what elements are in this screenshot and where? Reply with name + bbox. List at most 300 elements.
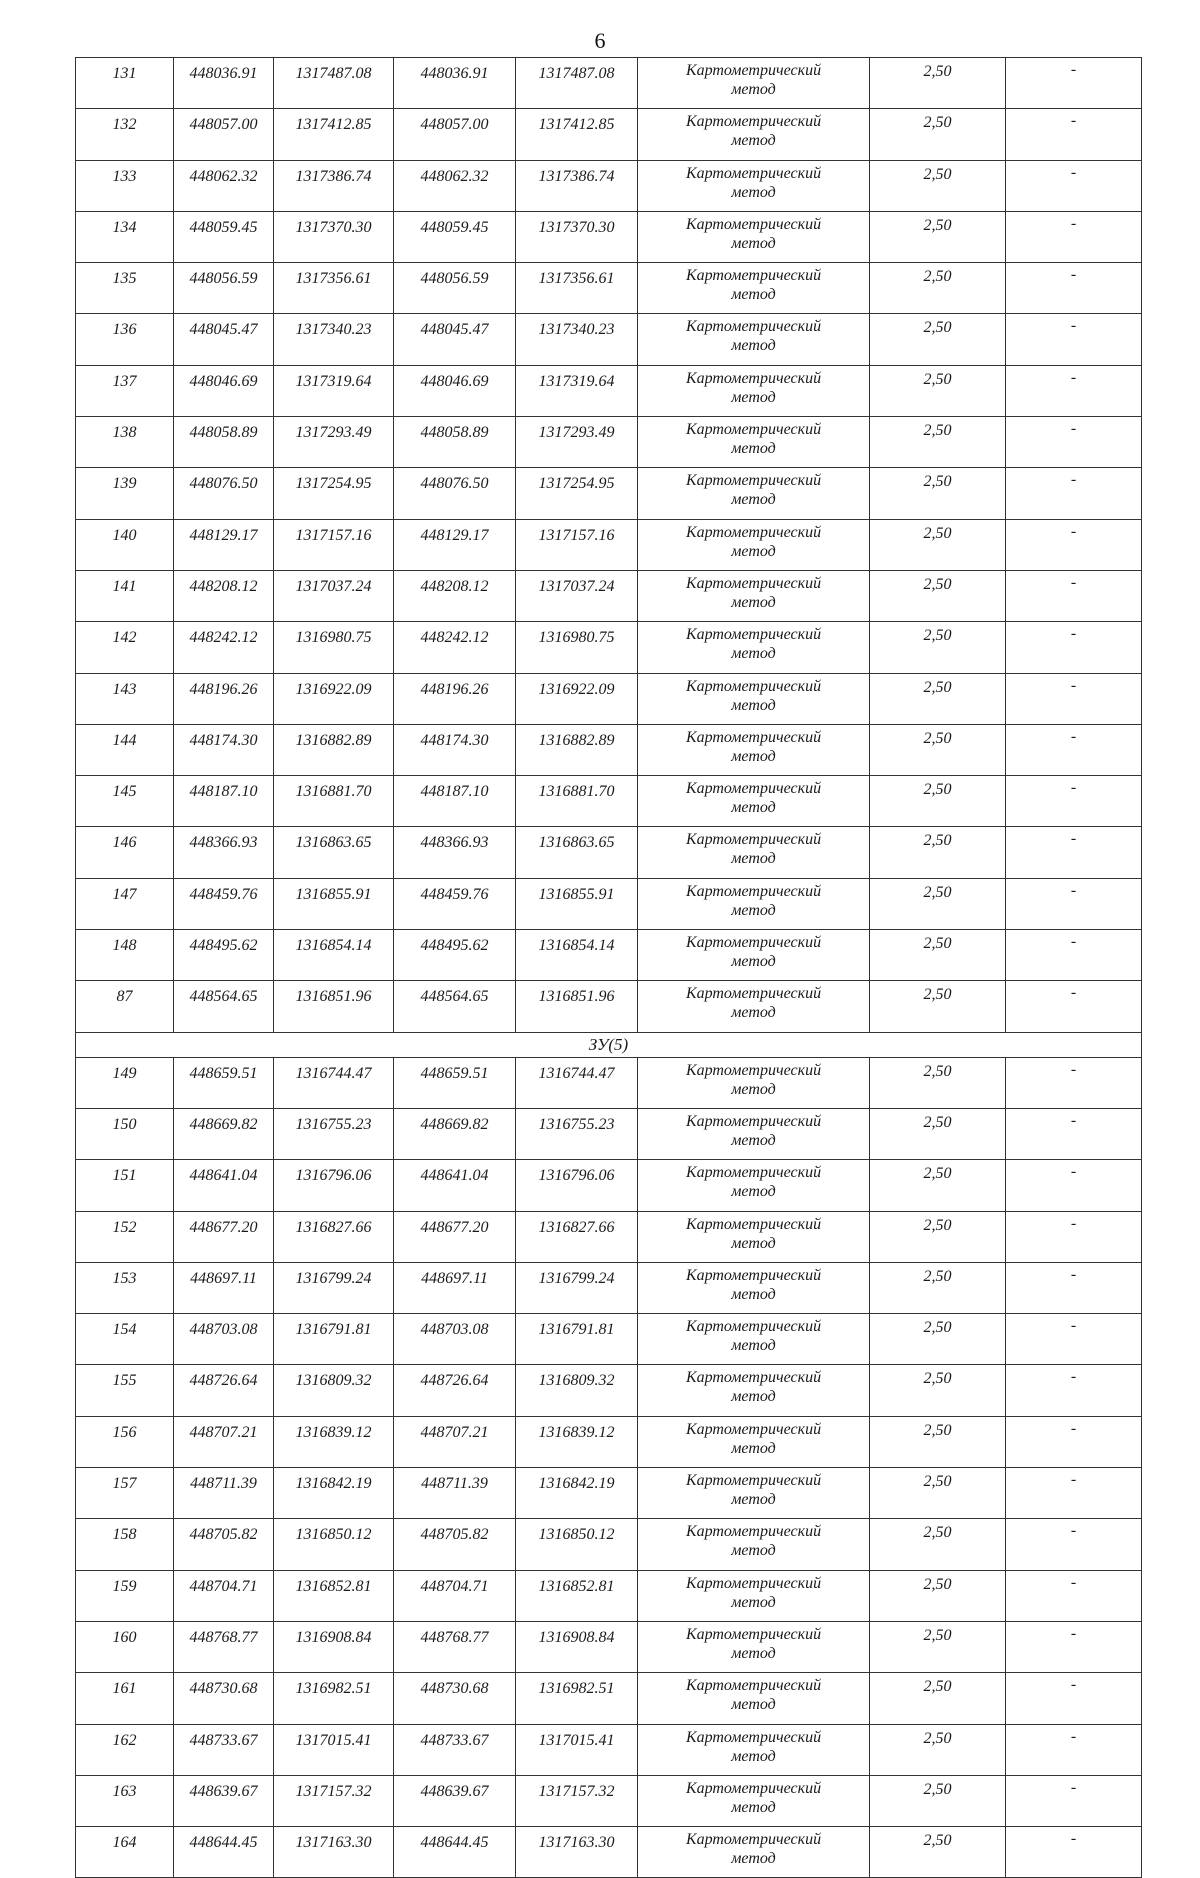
- point-number: 143: [76, 673, 174, 724]
- coord-x-existing: 448644.45: [174, 1827, 274, 1878]
- point-number: 161: [76, 1673, 174, 1724]
- table-row: [76, 1621, 1142, 1672]
- method-cell: [638, 58, 870, 109]
- coord-x-new: 448733.67: [394, 1724, 516, 1775]
- coord-x-existing: 448187.10: [174, 776, 274, 827]
- coord-y-new: 1316796.06: [516, 1160, 638, 1211]
- coord-y-new: 1316908.84: [516, 1621, 638, 1672]
- precision-value: 2,50: [870, 1211, 1006, 1262]
- coord-y-new: 1317037.24: [516, 570, 638, 621]
- coord-x-new: 448187.10: [394, 776, 516, 827]
- coord-x-new: 448768.77: [394, 1621, 516, 1672]
- method-line-2: метод: [731, 1080, 776, 1098]
- method-line-2: метод: [731, 1747, 776, 1765]
- point-number: 133: [76, 160, 174, 211]
- coord-y-new: 1316755.23: [516, 1108, 638, 1159]
- note-value: -: [1006, 1108, 1142, 1159]
- point-number: 132: [76, 109, 174, 160]
- method-line-1: Картометрический: [685, 1420, 822, 1438]
- coord-y-new: 1317254.95: [516, 468, 638, 519]
- coord-y-new: 1317157.16: [516, 519, 638, 570]
- note-value: -: [1006, 1365, 1142, 1416]
- coord-x-existing: 448174.30: [174, 724, 274, 775]
- coord-y-new: 1316839.12: [516, 1416, 638, 1467]
- method-line-2: метод: [731, 1234, 776, 1252]
- method-cell: [638, 1160, 870, 1211]
- point-number: 144: [76, 724, 174, 775]
- method-line-1: Картометрический: [685, 1266, 822, 1284]
- coord-x-existing: 448129.17: [174, 519, 274, 570]
- method-line-2: метод: [731, 1644, 776, 1662]
- point-number: 157: [76, 1468, 174, 1519]
- coord-y-existing: 1316842.19: [274, 1468, 394, 1519]
- coord-x-new: 448644.45: [394, 1827, 516, 1878]
- point-number: 164: [76, 1827, 174, 1878]
- table-row: [76, 314, 1142, 365]
- method-cell: [638, 1468, 870, 1519]
- coord-y-existing: 1317157.16: [274, 519, 394, 570]
- point-number: 146: [76, 827, 174, 878]
- table-row: [76, 1468, 1142, 1519]
- method-cell: [638, 1519, 870, 1570]
- coord-y-existing: 1317412.85: [274, 109, 394, 160]
- method-cell: [638, 1365, 870, 1416]
- method-line-1: Картометрический: [685, 1061, 822, 1079]
- table-row: [76, 827, 1142, 878]
- method-line-1: Картометрический: [685, 164, 822, 182]
- method-cell: [638, 878, 870, 929]
- method-line-1: Картометрический: [685, 472, 822, 490]
- coord-y-existing: 1317340.23: [274, 314, 394, 365]
- table-row: [76, 1262, 1142, 1313]
- method-line-2: метод: [731, 337, 776, 355]
- method-line-1: Картометрический: [685, 1574, 822, 1592]
- precision-value: 2,50: [870, 1314, 1006, 1365]
- coord-y-new: 1316863.65: [516, 827, 638, 878]
- table-row: [76, 417, 1142, 468]
- method-line-2: метод: [731, 1285, 776, 1303]
- coord-y-existing: 1317037.24: [274, 570, 394, 621]
- coord-x-new: 448703.08: [394, 1314, 516, 1365]
- method-line-1: Картометрический: [685, 215, 822, 233]
- coord-x-new: 448669.82: [394, 1108, 516, 1159]
- coord-y-existing: 1316809.32: [274, 1365, 394, 1416]
- table-row: [76, 724, 1142, 775]
- coord-x-existing: 448036.91: [174, 58, 274, 109]
- note-value: -: [1006, 1621, 1142, 1672]
- coord-y-existing: 1317356.61: [274, 263, 394, 314]
- coord-y-existing: 1316791.81: [274, 1314, 394, 1365]
- table-row: [76, 211, 1142, 262]
- method-line-1: Картометрический: [685, 1472, 822, 1490]
- note-value: -: [1006, 109, 1142, 160]
- table-row: [76, 1827, 1142, 1878]
- precision-value: 2,50: [870, 878, 1006, 929]
- note-value: -: [1006, 314, 1142, 365]
- method-line-1: Картометрический: [685, 369, 822, 387]
- coord-y-new: 1317340.23: [516, 314, 638, 365]
- method-line-1: Картометрический: [685, 882, 822, 900]
- coord-x-existing: 448669.82: [174, 1108, 274, 1159]
- coord-y-existing: 1316755.23: [274, 1108, 394, 1159]
- note-value: -: [1006, 570, 1142, 621]
- method-cell: [638, 160, 870, 211]
- table-row: [76, 1160, 1142, 1211]
- point-number: 159: [76, 1570, 174, 1621]
- method-cell: [638, 109, 870, 160]
- precision-value: 2,50: [870, 1108, 1006, 1159]
- coord-y-existing: 1316922.09: [274, 673, 394, 724]
- point-number: 135: [76, 263, 174, 314]
- coord-x-existing: 448659.51: [174, 1057, 274, 1108]
- method-line-2: метод: [731, 593, 776, 611]
- coord-y-new: 1317386.74: [516, 160, 638, 211]
- coord-y-new: 1317015.41: [516, 1724, 638, 1775]
- method-line-2: метод: [731, 1131, 776, 1149]
- coord-x-new: 448046.69: [394, 365, 516, 416]
- table-row: [76, 981, 1142, 1032]
- precision-value: 2,50: [870, 570, 1006, 621]
- point-number: 154: [76, 1314, 174, 1365]
- method-line-2: метод: [731, 1542, 776, 1560]
- note-value: -: [1006, 1416, 1142, 1467]
- point-number: 145: [76, 776, 174, 827]
- table-body: [76, 58, 1142, 1878]
- coord-y-new: 1316854.14: [516, 930, 638, 981]
- section-header-row: [76, 1032, 1142, 1057]
- table-row: [76, 1416, 1142, 1467]
- method-line-2: метод: [731, 132, 776, 150]
- method-line-1: Картометрический: [685, 1677, 822, 1695]
- coord-y-existing: 1316744.47: [274, 1057, 394, 1108]
- point-number: 160: [76, 1621, 174, 1672]
- table-row: [76, 160, 1142, 211]
- method-line-2: метод: [731, 234, 776, 252]
- coord-x-existing: 448196.26: [174, 673, 274, 724]
- method-cell: [638, 211, 870, 262]
- method-cell: [638, 1211, 870, 1262]
- note-value: -: [1006, 724, 1142, 775]
- method-line-2: метод: [731, 953, 776, 971]
- coord-y-existing: 1316881.70: [274, 776, 394, 827]
- note-value: -: [1006, 1262, 1142, 1313]
- coord-x-existing: 448057.00: [174, 109, 274, 160]
- coord-x-new: 448711.39: [394, 1468, 516, 1519]
- coord-x-new: 448705.82: [394, 1519, 516, 1570]
- coord-y-new: 1316850.12: [516, 1519, 638, 1570]
- method-line-2: метод: [731, 850, 776, 868]
- method-cell: [638, 827, 870, 878]
- method-cell: [638, 930, 870, 981]
- coord-y-existing: 1316850.12: [274, 1519, 394, 1570]
- note-value: -: [1006, 1211, 1142, 1262]
- coord-x-new: 448659.51: [394, 1057, 516, 1108]
- coord-x-new: 448707.21: [394, 1416, 516, 1467]
- coord-x-new: 448730.68: [394, 1673, 516, 1724]
- method-line-1: Картометрический: [685, 1831, 822, 1849]
- method-cell: [638, 519, 870, 570]
- coord-y-existing: 1317254.95: [274, 468, 394, 519]
- precision-value: 2,50: [870, 1262, 1006, 1313]
- page-number: 6: [594, 28, 606, 53]
- note-value: -: [1006, 673, 1142, 724]
- method-line-1: Картометрический: [685, 780, 822, 798]
- method-line-2: метод: [731, 1850, 776, 1868]
- method-cell: [638, 1057, 870, 1108]
- table-row: [76, 365, 1142, 416]
- coord-x-existing: 448242.12: [174, 622, 274, 673]
- table-row: [76, 109, 1142, 160]
- table-row: [76, 1314, 1142, 1365]
- method-line-1: Картометрический: [685, 113, 822, 131]
- method-line-1: Картометрический: [685, 626, 822, 644]
- precision-value: 2,50: [870, 109, 1006, 160]
- point-number: 155: [76, 1365, 174, 1416]
- coord-x-existing: 448045.47: [174, 314, 274, 365]
- method-line-2: метод: [731, 1491, 776, 1509]
- table-row: [76, 263, 1142, 314]
- method-line-2: метод: [731, 901, 776, 919]
- method-line-2: метод: [731, 286, 776, 304]
- coord-x-new: 448726.64: [394, 1365, 516, 1416]
- coord-x-existing: 448705.82: [174, 1519, 274, 1570]
- point-number: 148: [76, 930, 174, 981]
- precision-value: 2,50: [870, 519, 1006, 570]
- precision-value: 2,50: [870, 263, 1006, 314]
- table-row: [76, 468, 1142, 519]
- method-cell: [638, 622, 870, 673]
- precision-value: 2,50: [870, 622, 1006, 673]
- method-line-2: метод: [731, 1696, 776, 1714]
- point-number: 147: [76, 878, 174, 929]
- method-line-2: метод: [731, 1439, 776, 1457]
- coord-x-new: 448036.91: [394, 58, 516, 109]
- section-label: ЗУ(5): [76, 1032, 1142, 1057]
- method-line-2: метод: [731, 542, 776, 560]
- point-number: 137: [76, 365, 174, 416]
- coord-x-new: 448059.45: [394, 211, 516, 262]
- coord-x-existing: 448046.69: [174, 365, 274, 416]
- coord-y-new: 1317370.30: [516, 211, 638, 262]
- coord-x-new: 448208.12: [394, 570, 516, 621]
- coord-x-new: 448564.65: [394, 981, 516, 1032]
- method-line-2: метод: [731, 440, 776, 458]
- method-line-1: Картометрический: [685, 1779, 822, 1797]
- coord-y-existing: 1316796.06: [274, 1160, 394, 1211]
- method-line-2: метод: [731, 799, 776, 817]
- coord-x-existing: 448677.20: [174, 1211, 274, 1262]
- coord-y-new: 1317356.61: [516, 263, 638, 314]
- coord-x-existing: 448733.67: [174, 1724, 274, 1775]
- method-line-2: метод: [731, 388, 776, 406]
- coord-x-existing: 448056.59: [174, 263, 274, 314]
- note-value: -: [1006, 365, 1142, 416]
- method-cell: [638, 417, 870, 468]
- coord-y-existing: 1317293.49: [274, 417, 394, 468]
- method-line-1: Картометрический: [685, 1369, 822, 1387]
- precision-value: 2,50: [870, 314, 1006, 365]
- coord-x-new: 448641.04: [394, 1160, 516, 1211]
- coord-y-new: 1316827.66: [516, 1211, 638, 1262]
- table-row: [76, 1057, 1142, 1108]
- table-row: [76, 673, 1142, 724]
- method-cell: [638, 673, 870, 724]
- method-line-1: Картометрический: [685, 318, 822, 336]
- table-row: [76, 58, 1142, 109]
- method-cell: [638, 724, 870, 775]
- method-cell: [638, 1775, 870, 1826]
- coord-x-existing: 448058.89: [174, 417, 274, 468]
- note-value: -: [1006, 1570, 1142, 1621]
- note-value: -: [1006, 1314, 1142, 1365]
- coord-x-new: 448242.12: [394, 622, 516, 673]
- method-line-2: метод: [731, 1798, 776, 1816]
- method-line-2: метод: [731, 1388, 776, 1406]
- method-line-1: Картометрический: [685, 934, 822, 952]
- coord-x-new: 448639.67: [394, 1775, 516, 1826]
- method-line-1: Картометрический: [685, 728, 822, 746]
- coord-x-existing: 448697.11: [174, 1262, 274, 1313]
- precision-value: 2,50: [870, 1570, 1006, 1621]
- coord-x-new: 448704.71: [394, 1570, 516, 1621]
- note-value: -: [1006, 776, 1142, 827]
- coord-y-existing: 1316980.75: [274, 622, 394, 673]
- note-value: -: [1006, 417, 1142, 468]
- precision-value: 2,50: [870, 1673, 1006, 1724]
- method-cell: [638, 1570, 870, 1621]
- note-value: -: [1006, 1775, 1142, 1826]
- table-row: [76, 1519, 1142, 1570]
- coord-x-existing: 448459.76: [174, 878, 274, 929]
- point-number: 150: [76, 1108, 174, 1159]
- note-value: -: [1006, 58, 1142, 109]
- method-cell: [638, 314, 870, 365]
- method-line-1: Картометрический: [685, 1318, 822, 1336]
- table-row: [76, 1108, 1142, 1159]
- method-line-2: метод: [731, 81, 776, 98]
- method-cell: [638, 1827, 870, 1878]
- coord-y-existing: 1317015.41: [274, 1724, 394, 1775]
- method-line-1: Картометрический: [685, 574, 822, 592]
- note-value: -: [1006, 622, 1142, 673]
- method-line-1: Картометрический: [685, 267, 822, 285]
- coord-x-existing: 448768.77: [174, 1621, 274, 1672]
- table-row: [76, 776, 1142, 827]
- method-cell: [638, 1416, 870, 1467]
- method-line-1: Картометрический: [685, 1523, 822, 1541]
- note-value: -: [1006, 1827, 1142, 1878]
- coord-y-new: 1316855.91: [516, 878, 638, 929]
- method-line-1: Картометрический: [685, 831, 822, 849]
- note-value: -: [1006, 1057, 1142, 1108]
- method-line-1: Картометрический: [685, 1625, 822, 1643]
- coord-x-new: 448058.89: [394, 417, 516, 468]
- precision-value: 2,50: [870, 776, 1006, 827]
- precision-value: 2,50: [870, 160, 1006, 211]
- point-number: 158: [76, 1519, 174, 1570]
- point-number: 163: [76, 1775, 174, 1826]
- table-row: [76, 930, 1142, 981]
- coord-x-new: 448062.32: [394, 160, 516, 211]
- coord-y-existing: 1316827.66: [274, 1211, 394, 1262]
- method-cell: [638, 1108, 870, 1159]
- coord-y-existing: 1317163.30: [274, 1827, 394, 1878]
- precision-value: 2,50: [870, 58, 1006, 109]
- method-cell: [638, 981, 870, 1032]
- note-value: -: [1006, 1673, 1142, 1724]
- precision-value: 2,50: [870, 1057, 1006, 1108]
- precision-value: 2,50: [870, 1160, 1006, 1211]
- coord-y-existing: 1316908.84: [274, 1621, 394, 1672]
- coord-x-new: 448076.50: [394, 468, 516, 519]
- coord-y-existing: 1317319.64: [274, 365, 394, 416]
- precision-value: 2,50: [870, 1621, 1006, 1672]
- coord-x-new: 448366.93: [394, 827, 516, 878]
- method-line-2: метод: [731, 1337, 776, 1355]
- method-line-1: Картометрический: [685, 523, 822, 541]
- note-value: -: [1006, 519, 1142, 570]
- coord-x-new: 448677.20: [394, 1211, 516, 1262]
- method-line-2: метод: [731, 1593, 776, 1611]
- coord-x-existing: 448076.50: [174, 468, 274, 519]
- precision-value: 2,50: [870, 1827, 1006, 1878]
- coordinates-table: [75, 57, 1142, 1878]
- method-cell: [638, 1724, 870, 1775]
- precision-value: 2,50: [870, 1724, 1006, 1775]
- coord-x-existing: 448730.68: [174, 1673, 274, 1724]
- method-line-1: Картометрический: [685, 1112, 822, 1130]
- point-number: 152: [76, 1211, 174, 1262]
- table-row: [76, 1570, 1142, 1621]
- coord-x-existing: 448639.67: [174, 1775, 274, 1826]
- point-number: 141: [76, 570, 174, 621]
- coord-y-existing: 1316982.51: [274, 1673, 394, 1724]
- table-row: [76, 1365, 1142, 1416]
- method-line-2: метод: [731, 1183, 776, 1201]
- table-row: [76, 1724, 1142, 1775]
- note-value: -: [1006, 878, 1142, 929]
- method-cell: [638, 1621, 870, 1672]
- coord-x-existing: 448062.32: [174, 160, 274, 211]
- coord-x-new: 448045.47: [394, 314, 516, 365]
- coord-x-existing: 448495.62: [174, 930, 274, 981]
- method-line-2: метод: [731, 645, 776, 663]
- precision-value: 2,50: [870, 417, 1006, 468]
- method-line-2: метод: [731, 1004, 776, 1022]
- table-row: [76, 519, 1142, 570]
- method-line-1: Картометрический: [685, 62, 822, 79]
- coord-y-new: 1316882.89: [516, 724, 638, 775]
- point-number: 162: [76, 1724, 174, 1775]
- point-number: 156: [76, 1416, 174, 1467]
- note-value: -: [1006, 160, 1142, 211]
- coord-y-new: 1317293.49: [516, 417, 638, 468]
- note-value: -: [1006, 827, 1142, 878]
- precision-value: 2,50: [870, 1416, 1006, 1467]
- coord-y-existing: 1316852.81: [274, 1570, 394, 1621]
- coord-y-new: 1316842.19: [516, 1468, 638, 1519]
- coord-y-new: 1316791.81: [516, 1314, 638, 1365]
- point-number: 153: [76, 1262, 174, 1313]
- coord-x-new: 448459.76: [394, 878, 516, 929]
- precision-value: 2,50: [870, 211, 1006, 262]
- coord-y-new: 1317487.08: [516, 58, 638, 109]
- method-line-2: метод: [731, 183, 776, 201]
- point-number: 136: [76, 314, 174, 365]
- precision-value: 2,50: [870, 365, 1006, 416]
- coord-x-new: 448174.30: [394, 724, 516, 775]
- coord-y-new: 1317412.85: [516, 109, 638, 160]
